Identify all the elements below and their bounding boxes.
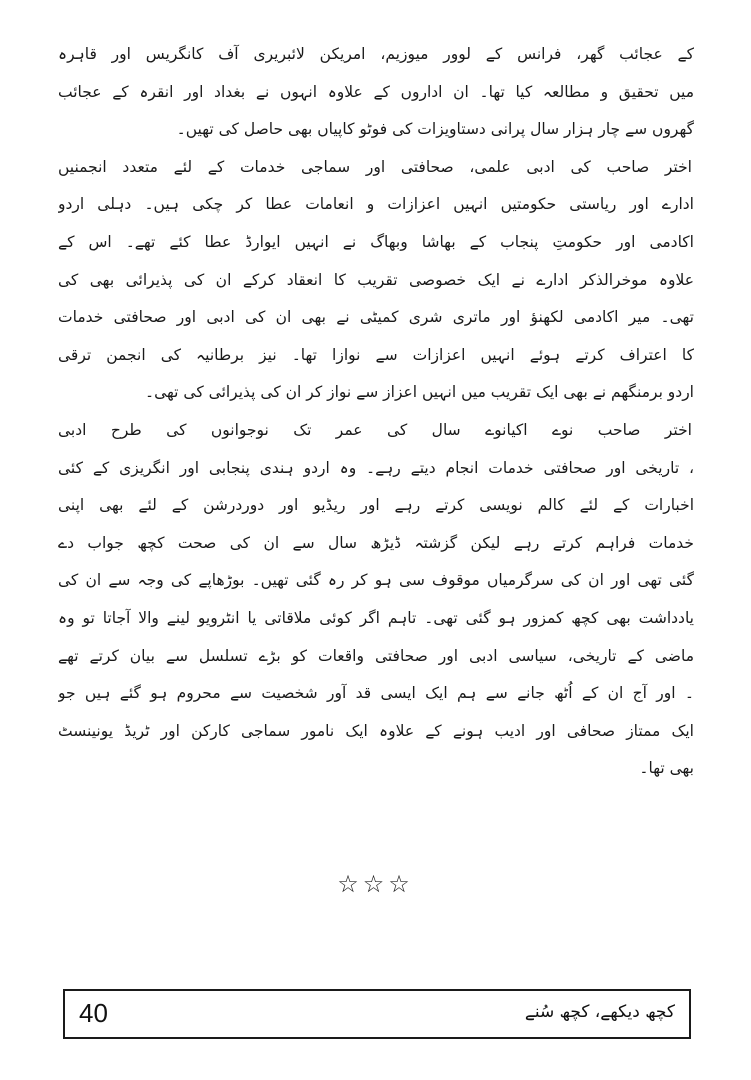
text-line: اکادمی اور حکومتِ پنجاب کے بھاشا وبھاگ نے انہیں ایوارڈ عطا کئے تھے۔ اس کے <box>58 232 694 251</box>
text-line: ۔ اور آج ان کے اُٹھ جانے سے ہم ایک ایسی قد آور شخصیت سے محروم ہو گئے ہیں جو <box>58 684 694 703</box>
section-separator: ☆☆☆ <box>337 870 414 898</box>
text-line: بھی تھا۔ <box>639 759 694 778</box>
text-line: خدمات فراہم کرتے رہے لیکن گزشتہ ڈیڑھ سال سے ان کی صحت کچھ جواب دے <box>58 533 694 552</box>
text-line: کے عجائب گھر، فرانس کے لوور میوزیم، امریکن لائبریری آف کانگریس اور قاہرہ <box>58 45 694 63</box>
text-line: یادداشت بھی کچھ کمزور ہو گئی تھی۔ تاہم اگر کوئی ملاقاتی یا انٹرویو لینے والا آجاتا تو وہ <box>58 608 694 627</box>
text-line: اختر صاحب نوے اکیانوے سال کی عمر تک نوجوانوں کی طرح ادبی <box>58 420 692 439</box>
text-line: ایک ممتاز صحافی اور ادیب ہونے کے علاوہ ایک نامور سماجی کارکن اور ٹریڈ یونینسٹ <box>58 721 694 740</box>
text-line: کا اعتراف کرتے ہوئے انہیں اعزازات سے نوازا تھا۔ نیز برطانیہ کی انجمن ترقی <box>58 345 694 364</box>
page-number: 40 <box>79 998 108 1028</box>
text-line: ماضی کے تاریخی، سیاسی ادبی اور صحافتی واقعات کو بڑے تسلسل سے بیان کرتے تھے <box>58 646 694 665</box>
text-line: ادارے اور ریاستی حکومتیں انہیں اعزازات و انعامات عطا کر چکی ہیں۔ دہلی اردو <box>58 195 694 214</box>
text-line: گئی تھی اور ان کی سرگرمیاں موقوف سی ہو کر رہ گئی تھیں۔ بوڑھاپے کی وجہ سے ان کی <box>58 571 694 590</box>
article-text <box>58 36 694 788</box>
text-line: علاوہ موخرالذکر ادارے نے ایک خصوصی تقریب کا انعقاد کرکے ان کی پذیرائی بھی کی <box>58 270 694 289</box>
text-line: تھی۔ میر اکادمی لکھنؤ اور ماتری شری کمیٹی نے بھی ان کی ادبی اور صحافتی خدمات <box>58 308 694 327</box>
page-footer <box>63 989 691 1039</box>
text-line: گھروں سے چار ہزار سال پرانی دستاویزات کی فوٹو کاپیاں بھی حاصل کی تھیں۔ <box>176 120 694 139</box>
text-line: اردو برمنگھم نے بھی ایک تقریب میں انہیں اعزاز سے نواز کر ان کی پذیرائی کی تھی۔ <box>145 383 694 402</box>
text-line: میں تحقیق و مطالعہ کیا تھا۔ ان اداروں کے علاوہ انہوں نے بغداد اور انقرہ کے عجائب <box>58 82 694 101</box>
text-line: اختر صاحب کی ادبی علمی، صحافتی اور سماجی خدمات کے لئے متعدد انجمنیں <box>58 157 692 176</box>
book-title: کچھ دیکھے، کچھ سُنے <box>524 1002 675 1022</box>
text-line: ، تاریخی اور صحافتی خدمات انجام دیتے رہے۔ وہ اردو ہندی پنجابی اور انگریزی کے کئی <box>58 458 694 477</box>
text-line: اخبارات کے لئے کالم نویسی کرتے رہے اور ریڈیو اور دوردرشن کے لئے بھی اپنی <box>58 496 694 515</box>
